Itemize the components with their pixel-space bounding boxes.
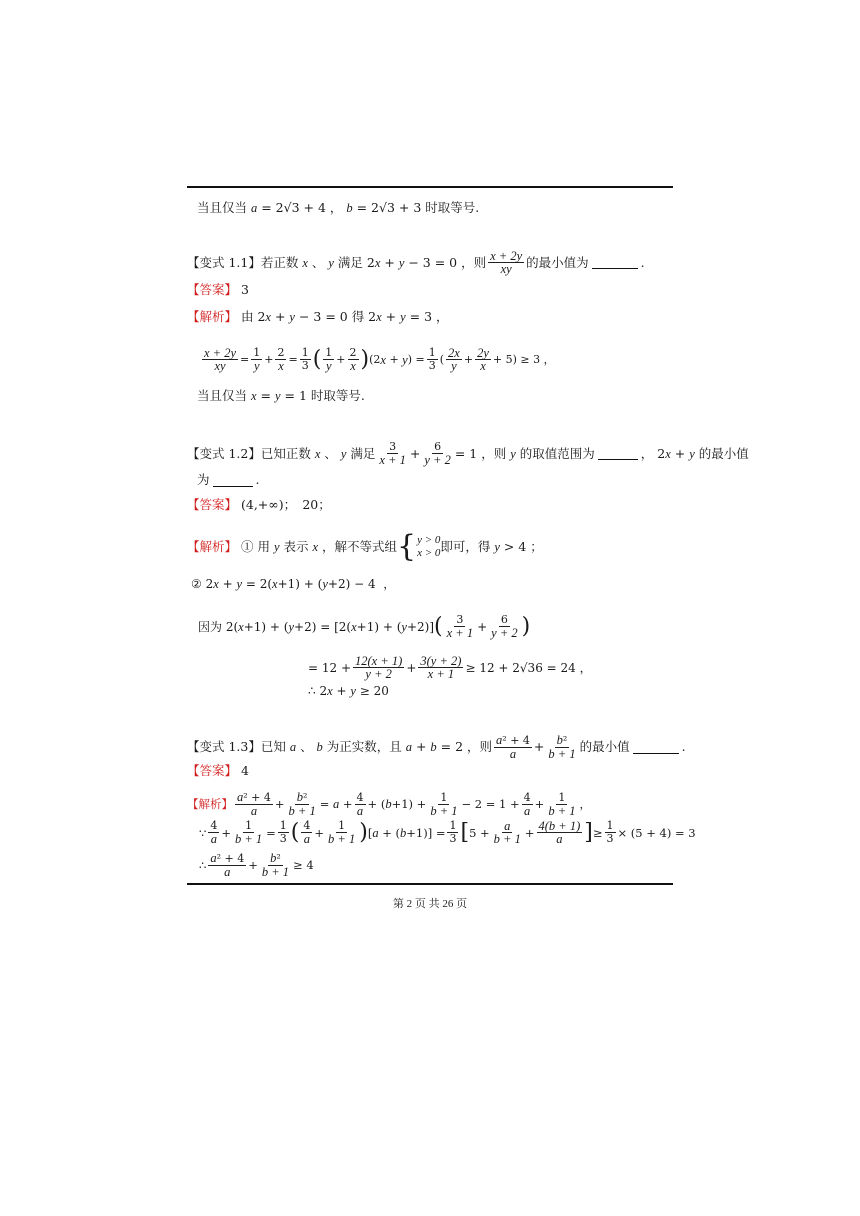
analysis-line: 【解析】 由 2 x + y − 3 = 0 得 2 x + y = 3 ， [187,309,449,324]
analysis-line: 【解析】 ① 用 y 表示 x ，解不等式组 { y > 0 x > 0 即可，得 y > 4 ； [187,529,543,564]
analysis-conclusion: ∴ $\frac{\text{a² + 4}}{a}$ + $\frac{\text{b²}}{b + 1}$ ≥ 4 [199,851,314,879]
bottom-rule [187,883,673,885]
analysis-step-2: ∵ $\frac{4}{a}$ + $\frac{1}{b + 1}$ = $\frac{1}{3}$ ( $\frac{4}{a}$ + $\frac{1}{b + 1}$ ) [ a + ( b +1)] = $\frac{1}{3}$ [ 5 + $\frac{a}{b + 1}$ + $\frac{4(b + 1)}{a}$ ] ≥ $\frac{1}{3}$ × (5 + 4) = 3 [199,819,696,846]
fraction: $\frac{x + 2y}{xy}$ [490,249,523,276]
answer-line: 【答案】 4 [187,763,249,778]
inequality-system: y > 0 x > 0 [417,534,441,559]
analysis-step-2: ② 2 x + y = 2( x +1) + ( y +2) − 4 ， [191,577,396,591]
variant-tag: 【变式 1.3】 [187,739,261,754]
analysis-equation: $\frac{x + 2y}{xy}$ = $\frac{1}{y}$ + $\frac{2}{x}$ = $\frac{1}{3}$ ( $\frac{1}{y}$ + $\frac{2}{x}$ ) (2 x + y ) = $\frac{1}{3}$ ( $\frac{2x}{y}$ + $\frac{2y}{x}$ + 5) ≥ 3 ， [204,346,555,373]
variant-tag: 【变式 1.1】 [187,254,261,270]
analysis-line: 【解析】 $\frac{\text{a² + 4}}{a}$ + $\frac{\text{b²}}{b + 1}$ = a + $\frac{4}{a}$ + ( b +1) + $\frac{1}{b + 1}$ − 2 = 1 + $\frac{4}{a}$ + $\frac{1}{b + 1}$ ， [187,790,591,818]
variant-1-2-question-cont: 为 . [197,472,260,487]
variant-1-1-question: 【变式 1.1】 若正数 x 、 y 满足 2 x + y − 3 = 0 ，则 $\frac{x + 2y}{xy}$ 的最小值为 . [187,249,645,276]
analysis-equality: 当且仅当 x = y = 1 时取等号. [197,388,365,403]
answer-line: 【答案】 3 [187,282,249,297]
brace-icon: { [397,529,417,564]
variant-1-3-question: 【变式 1.3】 已知 a 、 b 为正实数，且 a + b = 2 ，则 $\frac{\text{a² + 4}}{a}$ + $\frac{\text{b²}}{b + 1}$ 的最小值 . [187,733,686,761]
analysis-step-3: 因为 2( x +1) + ( y +2) = [2( x +1) + ( y +2)] ( $\frac{3}{x + 1}$ + $\frac{6}{y + 2}$ ) [198,613,531,640]
variant-tag: 【变式 1.2】 [187,445,261,461]
answer-blank [598,447,638,460]
page-footer: 第 2 页 共 26 页 [392,898,468,910]
top-rule [187,186,673,188]
analysis-step-4: = 12 + $\frac{12(x + 1)}{y + 2}$ + $\frac{3(y + 2)}{x + 1}$ ≥ 12 + 2√36 = 24 ， [308,654,592,681]
analysis-conclusion: ∴ 2 x + y ≥ 20 [308,684,389,698]
answer-blank [633,741,679,754]
answer-blank [213,474,253,487]
answer-blank [592,256,638,269]
answer-line: 【答案】 (4,+∞)； 20； [187,497,331,512]
variant-1-2-question: 【变式 1.2】 已知正数 x 、 y 满足 $\frac{3}{x + 1}$ + $\frac{6}{y + 2}$ = 1 ，则 y 的取值范围为 ， 2 x + y 的最小值 [187,440,749,467]
prev-tail: 当且仅当 a = 2√3 + 4 ， b = 2√3 + 3 时取等号. [197,200,480,215]
